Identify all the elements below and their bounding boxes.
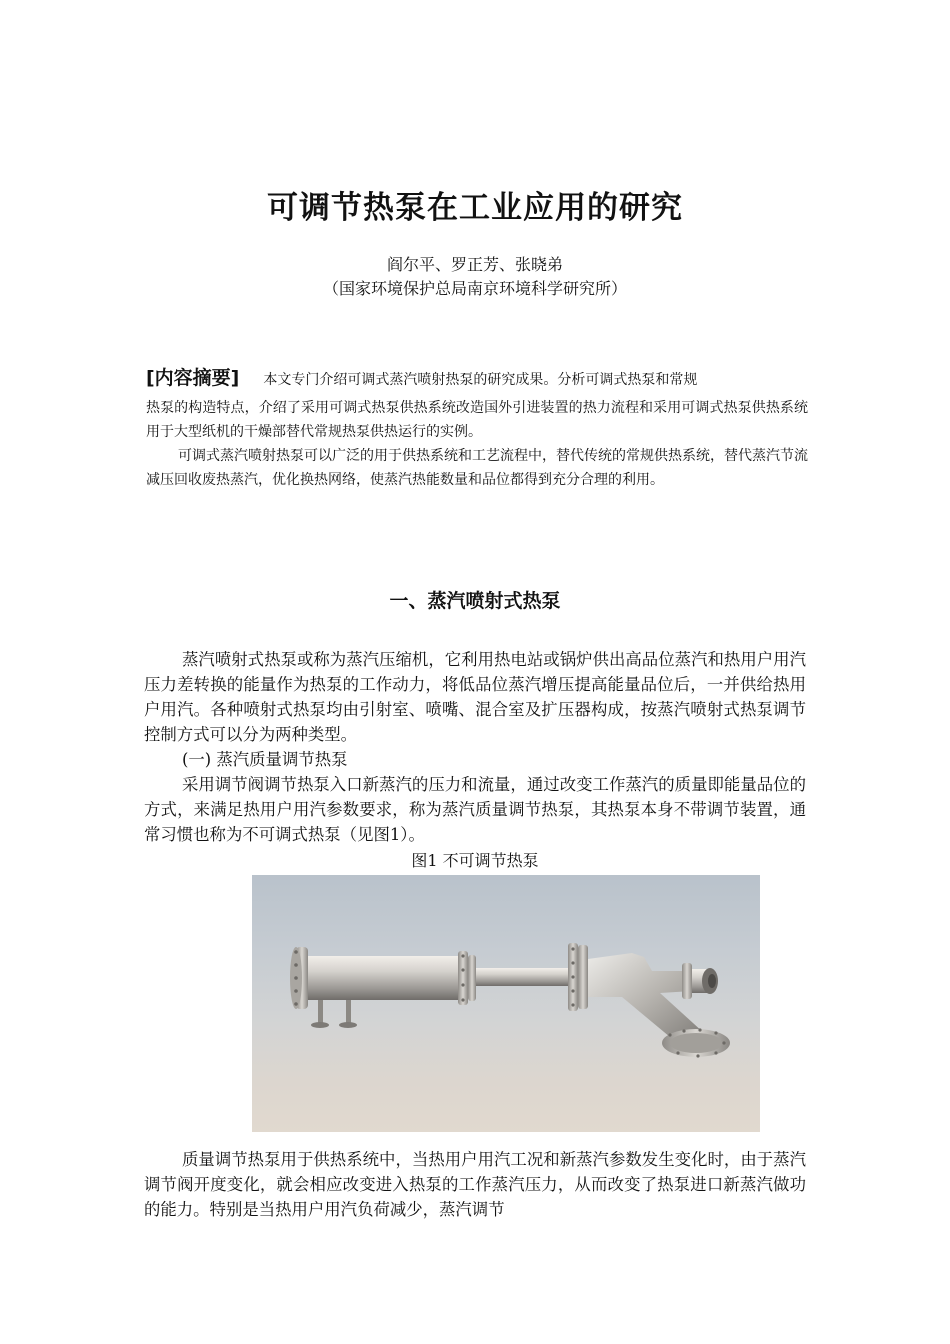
suction-chamber (307, 956, 467, 1000)
abstract-text-start: 本文专门介绍可调式蒸汽喷射热泵的研究成果。分析可调式热泵和常规 (263, 372, 698, 388)
chamber-flange (458, 951, 468, 1005)
steam-inlet-flange (682, 963, 692, 999)
body-paragraph: 蒸汽喷射式热泵或称为蒸汽压缩机，它利用热电站或锅炉供出高品位蒸汽和热用户用汽压力差转换的能量作为热泵的工作动力，将低品位蒸汽增压提高能量品位后，一并供给热用户用汽。各种喷射式热泵均由引射室、喷嘴、混合室及扩压器构成，按蒸汽喷射式热泵调节控制方式可以分为两种类型。 (144, 650, 806, 744)
section-body-continued (144, 1147, 806, 1222)
abstract-block (146, 362, 808, 492)
body-paragraph: 采用调节阀调节热泵入口新蒸汽的压力和流量，通过改变工作蒸汽的质量即能量品位的方式，来满足热用户用汽参数要求，称为蒸汽质量调节热泵，其热泵本身不带调节装置，通常习惯也称为不可调式热泵（见图1）。 (144, 775, 806, 844)
section-heading: 一、蒸汽喷射式热泵 (389, 590, 561, 612)
author-list: 阎尔平、罗正芳、张晓弟 (386, 255, 563, 274)
abstract-text-continuation: 热泵的构造特点，介绍了采用可调式热泵供热系统改造国外引进装置的热力流程和采用可调式热泵供热系统用于大型纸机的干燥部替代常规热泵供热运行的实例。 (146, 400, 808, 440)
heat-pump-photo (252, 875, 760, 1132)
section-body (144, 647, 806, 847)
abstract-label: [内容摘要] (146, 367, 240, 389)
figure-caption: 图1 不可调节热泵 (411, 851, 539, 870)
body-paragraph: 质量调节热泵用于供热系统中，当热用户用汽工况和新蒸汽参数发生变化时，由于蒸汽调节阀开度变化，就会相应改变进入热泵的工作蒸汽压力，从而改变了热泵进口新蒸汽做功的能力。特别是当热用户用汽负荷减少，蒸汽调节 (144, 1150, 806, 1219)
heat-pump-illustration (252, 875, 760, 1132)
paper-title: 可调节热泵在工业应用的研究 (267, 190, 683, 226)
subsection-heading: (一) 蒸汽质量调节热泵 (182, 750, 348, 769)
mixing-tube (476, 968, 574, 986)
abstract-paragraph-2: 可调式蒸汽喷射热泵可以广泛的用于供热系统和工艺流程中，替代传统的常规供热系统，替代蒸汽节流减压回收废热蒸汽，优化换热网络，使蒸汽热能数量和品位都得到充分合理的利用。 (146, 448, 808, 488)
affiliation: （国家环境保护总局南京环境科学研究所） (322, 279, 627, 298)
abstract-first-line (146, 362, 808, 396)
